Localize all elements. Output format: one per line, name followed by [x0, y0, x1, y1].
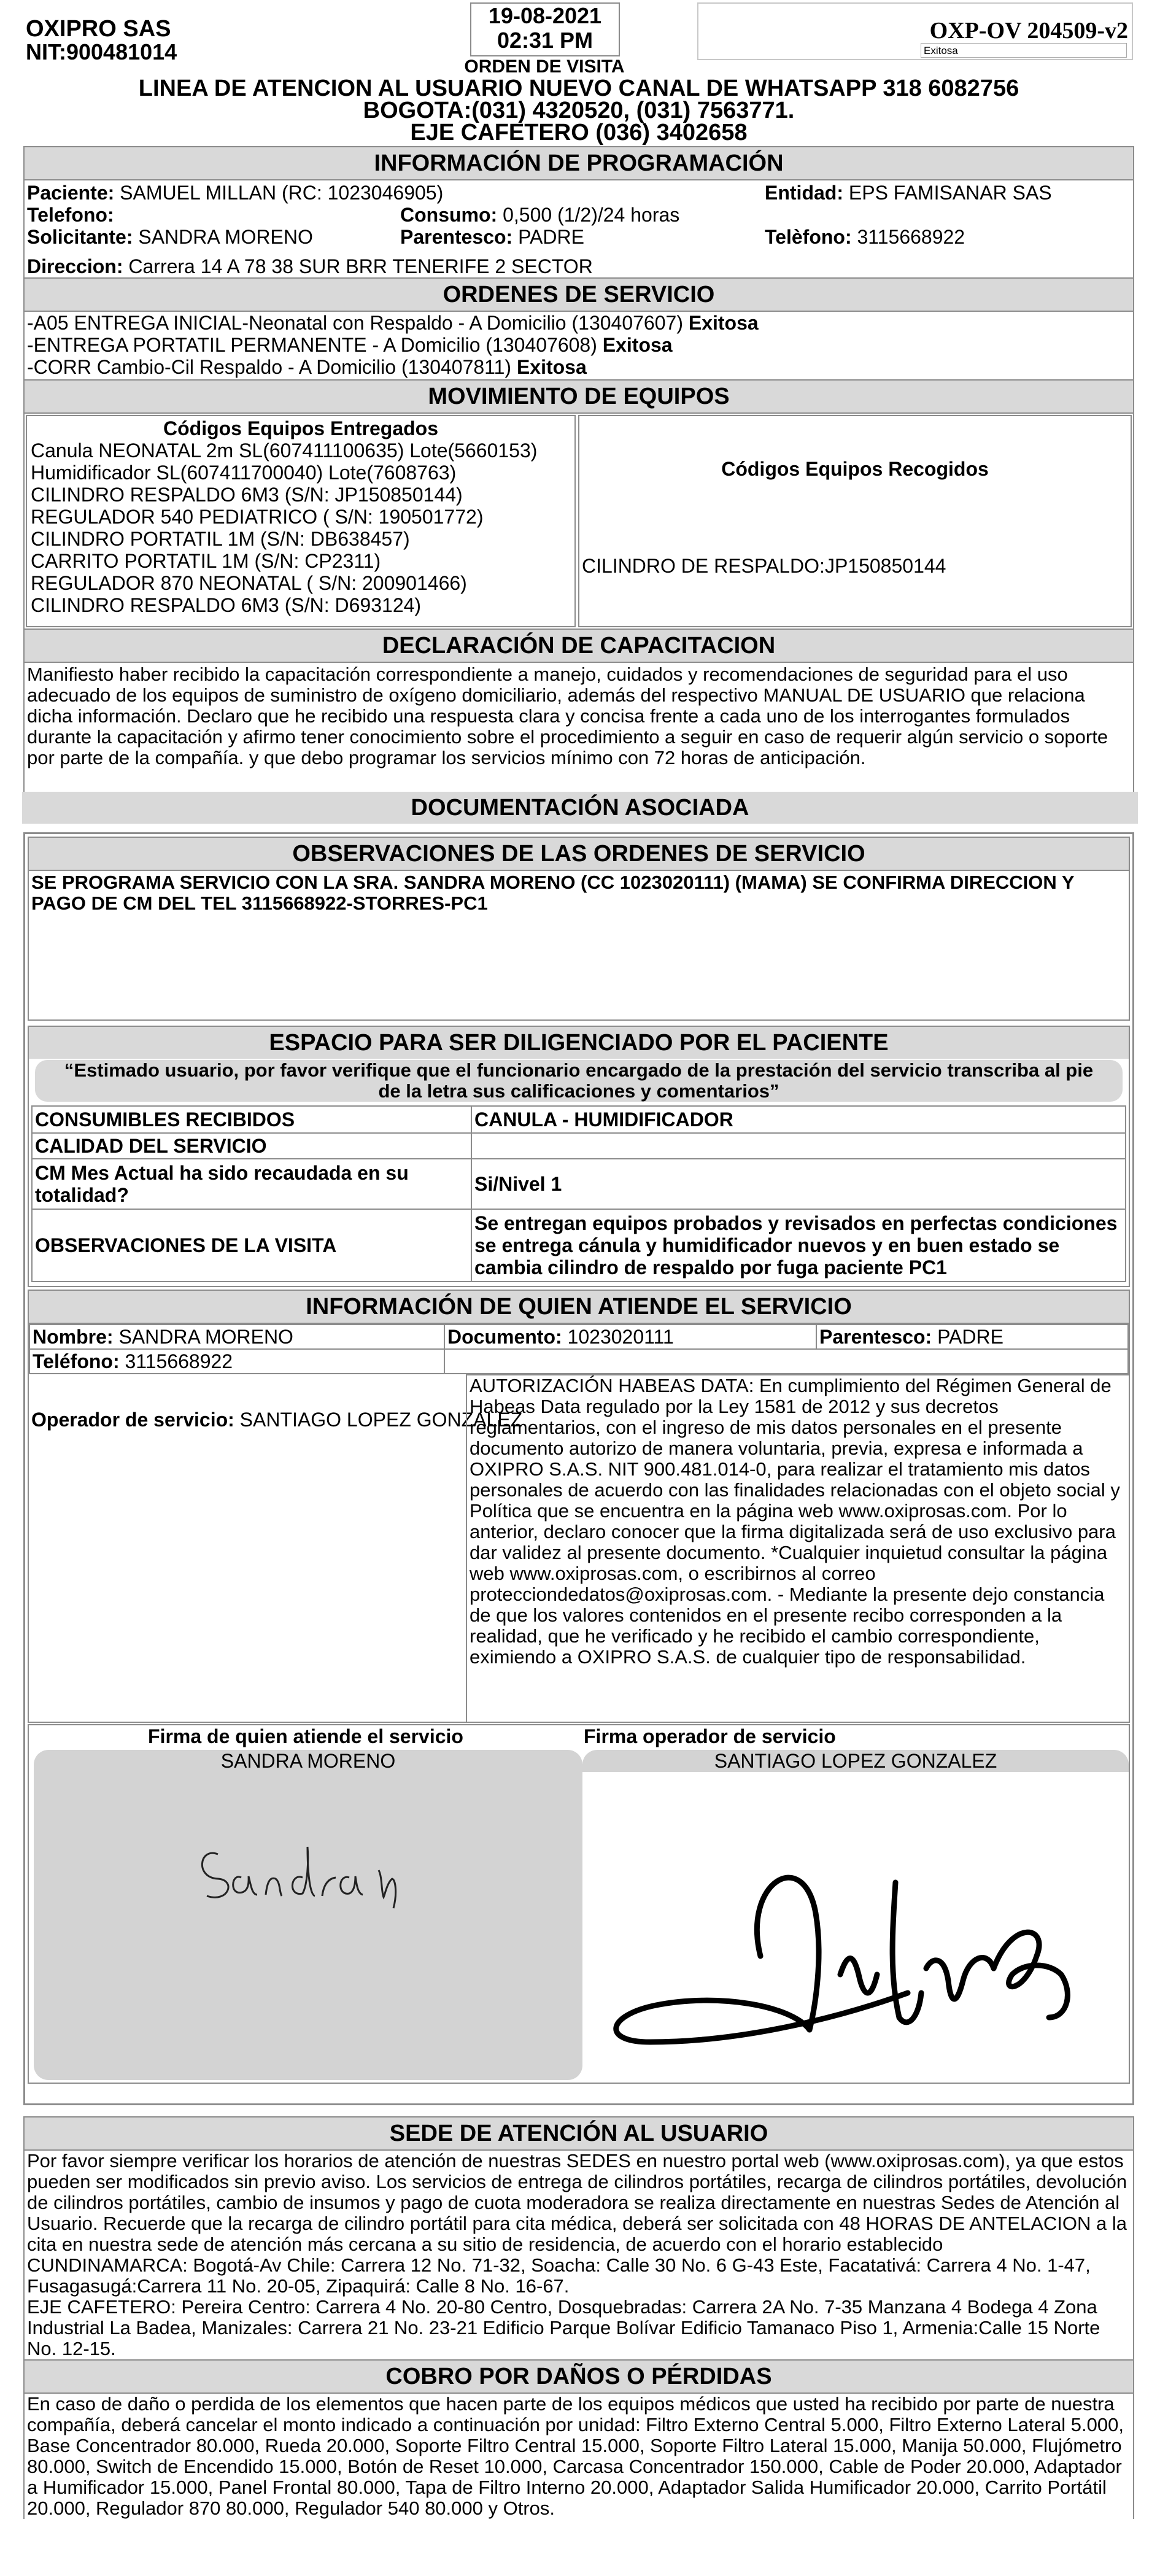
table-row [32, 1159, 1126, 1209]
section-title-ordenes: ORDENES DE SERVICIO [23, 277, 1134, 312]
document-header [23, 0, 1134, 104]
row-label: CALIDAD DEL SERVICIO [32, 1133, 471, 1159]
entity-line [765, 182, 1052, 204]
operator-value: SANTIAGO LOPEZ GONZALEZ [239, 1409, 523, 1431]
sede-text: Por favor siempre verificar los horarios de atención de nuestras SEDES en nuestro portal web (www.oxiprosas.com), ya que estos pueden ser modificados sin previo aviso. Los servicios de entrega de cilindros portátiles, recarga de cilindros portátiles, devolución de cilindros portátiles, cambio de insumos y pago de cuota moderadora se realiza directamente en nuestras Sedes de Atención al Usuario. Recuerde que la recarga de cilindro portátil para cita médica, deberá ser solicitada con 48 HORAS DE ANTELACION a la cita en nuestra sede de atención más cercana a su sitio de residencia, de acuerdo con el horario establecido [27, 2150, 1127, 2255]
document-value: 1023020111 [567, 1326, 674, 1348]
programacion-body [23, 180, 1134, 255]
delivered-list [31, 439, 571, 616]
operator-signature-name: SANTIAGO LOPEZ GONZALEZ [714, 1750, 997, 1772]
section-title-documentacion: DOCUMENTACIÓN ASOCIADA [22, 792, 1138, 824]
visit-order-document [23, 0, 1134, 2519]
name-label: Nombre: [33, 1326, 114, 1348]
operator-handwritten-signature [582, 1772, 1129, 2079]
signatures-area [28, 1724, 1130, 2084]
collected-title: Códigos Equipos Recogidos [721, 458, 989, 480]
section-title-cobro: COBRO POR DAÑOS O PÉRDIDAS [23, 2359, 1134, 2394]
delivered-item: REGULADOR 870 NEONATAL ( S/N: 200901466) [31, 572, 467, 594]
attendant-box [28, 1290, 1130, 1723]
phone2-value: 3115668922 [857, 226, 965, 248]
equipment-movement [23, 414, 1134, 629]
requester-line [27, 226, 313, 248]
relationship-cell [816, 1325, 1128, 1349]
sede-body [23, 2151, 1134, 2359]
collected-equipment-box [578, 415, 1132, 627]
banner-line-1: LINEA DE ATENCION AL USUARIO NUEVO CANAL DE WHATSAPP 318 6082756 [138, 75, 1019, 101]
document-label: Documento: [447, 1326, 562, 1348]
company-name: OXIPRO SAS [26, 16, 171, 42]
orders-list [23, 312, 1134, 379]
order-status: Exitosa [516, 356, 587, 378]
row-value: Si/Nivel 1 [471, 1159, 1126, 1209]
requester-value: SANDRA MORENO [138, 226, 313, 248]
delivered-item: CARRITO PORTATIL 1M (S/N: CP2311) [31, 550, 381, 572]
operator-signature-panel [582, 1750, 1129, 2080]
phone2-label: Telèfono: [765, 226, 852, 248]
attendant-signature-panel [34, 1750, 582, 2080]
row-value: CANULA - HUMIDIFICADOR [471, 1106, 1126, 1133]
order-text: -CORR Cambio-Cil Respaldo - A Domicilio (130407811) [27, 356, 512, 378]
delivered-item: CILINDRO RESPALDO 6M3 (S/N: JP150850144) [31, 484, 463, 506]
consumption-label: Consumo: [400, 204, 498, 226]
table-row [32, 1106, 1126, 1133]
table-row [32, 1209, 1126, 1282]
relationship-line [400, 226, 584, 248]
relationship-value: PADRE [937, 1326, 1003, 1348]
status-field: Exitosa [921, 43, 1127, 58]
visit-date: 19-08-2021 [488, 3, 602, 28]
code-box [697, 2, 1133, 60]
document-cell [444, 1325, 816, 1349]
section-title-capacitacion: DECLARACIÓN DE CAPACITACION [23, 629, 1134, 663]
section-title-movimiento: MOVIMIENTO DE EQUIPOS [23, 379, 1134, 414]
banner-line-3: EJE CAFETERO (036) 3402658 [410, 120, 748, 145]
order-status: Exitosa [688, 312, 759, 334]
operator-cell [29, 1374, 523, 1722]
phone-line [27, 204, 114, 226]
phone-label: Teléfono: [33, 1350, 120, 1372]
section-title-paciente: ESPACIO PARA SER DILIGENCIADO POR EL PACIENTE [29, 1027, 1129, 1059]
patient-feedback-table [31, 1105, 1126, 1282]
requester-label: Solicitante: [27, 226, 133, 248]
phone2-line [765, 226, 965, 248]
patient-value: SAMUEL MILLAN (RC: 1023046905) [120, 182, 444, 204]
attendant-table [29, 1324, 1129, 1374]
visit-time: 02:31 PM [497, 28, 594, 53]
date-time-box [470, 2, 620, 56]
form-title: ORDEN DE VISITA [464, 56, 625, 77]
row-label: CONSUMIBLES RECIBIDOS [32, 1106, 471, 1133]
table-row [32, 1133, 1126, 1159]
operator-habeas-row [29, 1374, 1129, 1722]
operator-signature-title: Firma operador de servicio [584, 1725, 836, 1747]
relationship-value: PADRE [518, 226, 584, 248]
phone-value: 3115668922 [125, 1350, 233, 1372]
attendant-signature-name: SANDRA MORENO [220, 1750, 396, 1772]
banner-line-2: BOGOTA:(031) 4320520, (031) 7563771. [363, 98, 795, 123]
entity-label: Entidad: [765, 182, 843, 204]
order-item [27, 312, 1133, 334]
order-text: -A05 ENTREGA INICIAL-Neonatal con Respaldo - A Domicilio (130407607) [27, 312, 683, 334]
order-text: -ENTREGA PORTATIL PERMANENTE - A Domicilio (130407608) [27, 334, 597, 356]
observations-box [28, 837, 1130, 1021]
habeas-data-text: AUTORIZACIÓN HABEAS DATA: En cumplimiento del Régimen General de Habeas Data regulado por la Ley 1581 de 2012 y sus decretos reglamentarios, con el ingreso de mis datos personales en el presente documento autorizo de manera voluntaria, previa, expresa e informada a OXIPRO S.A.S. NIT 900.481.014-0, para realizar el tratamiento mis datos personales de acuerdo con las finalidades relacionadas con el objeto social y Política que se encuentra en la página web www.oxiprosas.com. Por lo anterior, declaro conocer que la firma digitalizada será de uso exclusivo para dar validez al presente documento. *Cualquier inquietud consultar la página web www.oxiprosas.com, o escribirnos al correo protecciondedatos@oxiprosas.com. - Mediante la presente dejo constancia de que los valores contenidos en el presente recibo corresponden a la realidad, que he verificado y he recibido el cambio correspondiente, eximiendo a OXIPRO S.A.S. de cualquier tipo de responsabilidad. [466, 1374, 1129, 1722]
patient-note: “Estimado usuario, por favor verifique que el funcionario encargado de la prestación del servicio transcriba al pie de la letra sus calificaciones y comentarios” [35, 1060, 1123, 1102]
row-value [471, 1133, 1126, 1159]
delivered-equipment-box [26, 415, 576, 627]
section-title-atiende: INFORMACIÓN DE QUIEN ATIENDE EL SERVICIO [29, 1291, 1129, 1324]
company-nit: NIT:900481014 [26, 39, 177, 64]
delivered-title: Códigos Equipos Entregados [163, 417, 438, 439]
attendant-handwritten-signature [34, 1774, 582, 2069]
patient-space-box [28, 1026, 1130, 1287]
operator-label: Operador de servicio: [31, 1409, 234, 1431]
attendant-signature-block [29, 1725, 582, 2083]
section-title-programacion: INFORMACIÓN DE PROGRAMACIÓN [23, 146, 1134, 180]
section-title-observaciones: OBSERVACIONES DE LAS ORDENES DE SERVICIO [29, 838, 1129, 871]
sede-eje-cafetero: EJE CAFETERO: Pereira Centro: Carrera 4 No. 20-80 Centro, Dosquebradas: Carrera 2A No. 7-35 Manzana 4 Bodega 4 Zona Industrial La Badea, Manizales: Carrera 21 No. 23-21 Edificio Parque Bolívar Edificio Tamanaco Piso 1, Armenia:Calle 15 Norte No. 12-15. [27, 2296, 1100, 2359]
row-value: Se entregan equipos probados y revisados en perfectas condiciones se entrega cánula y humidificador nuevos y en buen estado se cambia cilindro de respaldo por fuga paciente PC1 [471, 1209, 1126, 1282]
operator-signature-block [582, 1725, 1129, 2083]
phone-cell [29, 1349, 444, 1374]
table-row [29, 1349, 1128, 1374]
address-line [23, 255, 1134, 277]
order-item [27, 334, 1133, 356]
table-row [29, 1325, 1128, 1349]
consumption-value: 0,500 (1/2)/24 horas [503, 204, 680, 226]
patient-label: Paciente: [27, 182, 115, 204]
document-code: OXP-OV 204509-v2 [929, 18, 1128, 44]
relationship-label: Parentesco: [400, 226, 513, 248]
entity-value: EPS FAMISANAR SAS [848, 182, 1052, 204]
address-label: Direccion: [27, 255, 123, 277]
attendant-signature-title: Firma de quien atiende el servicio [148, 1725, 463, 1747]
order-status: Exitosa [602, 334, 673, 356]
consumption-line [400, 204, 679, 226]
name-value: SANDRA MORENO [118, 1326, 293, 1348]
row-label: CM Mes Actual ha sido recaudada en su totalidad? [32, 1159, 471, 1209]
delivered-item: Canula NEONATAL 2m SL(607411100635) Lote(5660153) [31, 439, 538, 462]
collected-item: CILINDRO DE RESPALDO:JP150850144 [582, 555, 946, 577]
delivered-item: Humidificador SL(607411700040) Lote(7608763) [31, 462, 457, 484]
order-item [27, 356, 1133, 378]
operator-signature-name-bar [582, 1750, 1129, 1772]
training-declaration: Manifiesto haber recibido la capacitación correspondiente a manejo, cuidados y recomendaciones de seguridad para el uso adecuado de los equipos de suministro de oxígeno domiciliario, además del respectivo MANUAL DE USUARIO que relaciona dicha información. Declaro que he recibido una respuesta clara y concisa frente a cada uno de los interrogantes formulados durante la capacitación y afirmo tener conocimiento sobre el procedimiento a seguir en caso de requerir algún servicio o soporte por parte de la compañía. y que debo programar los servicios mínimo con 72 horas de anticipación. [23, 663, 1134, 792]
patient-line [27, 182, 443, 204]
relationship-label: Parentesco: [819, 1326, 932, 1348]
delivered-item: CILINDRO PORTATIL 1M (S/N: DB638457) [31, 528, 410, 550]
associated-docs-container [23, 832, 1134, 2105]
delivered-item: CILINDRO RESPALDO 6M3 (S/N: D693124) [31, 594, 422, 616]
operator-line [31, 1409, 522, 1431]
empty-cell [444, 1349, 1128, 1374]
observations-text: SE PROGRAMA SERVICIO CON LA SRA. SANDRA MORENO (CC 1023020111) (MAMA) SE CONFIRMA DIRECCION Y PAGO DE CM DEL TEL 3115668922-STORRES-PC1 [31, 872, 1074, 914]
row-label: OBSERVACIONES DE LA VISITA [32, 1209, 471, 1282]
phone-label: Telefono: [27, 204, 114, 226]
address-value: Carrera 14 A 78 38 SUR BRR TENERIFE 2 SECTOR [128, 255, 593, 277]
delivered-item: REGULADOR 540 PEDIATRICO ( S/N: 190501772) [31, 506, 484, 528]
section-title-sede: SEDE DE ATENCIÓN AL USUARIO [23, 2116, 1134, 2151]
sede-cundinamarca: CUNDINAMARCA: Bogotá-Av Chile: Carrera 12 No. 71-32, Soacha: Calle 30 No. 6 G-43 Este, Facatativá: Carrera 4 No. 1-47, Fusagasugá:Carrera 11 No. 20-05, Zipaquirá: Calle 8 No. 16-67. [27, 2254, 1091, 2297]
name-cell [29, 1325, 444, 1349]
damage-charges-text: En caso de daño o perdida de los elementos que hacen parte de los equipos médicos que usted ha recibido por parte de nuestra compañía, deberá cancelar el monto indicado a continuación por unidad: Filtro Externo Central 5.000, Filtro Externo Lateral 5.000, Base Concentrador 80.000, Rueda 20.000, Soporte Filtro Central 15.000, Soporte Filtro Lateral 15.000, Manija 50.000, Flujómetro 80.000, Switch de Encendido 15.000, Botón de Reset 10.000, Carcasa Concentrador 150.000, Cable de Poder 20.000, Adaptador a Humificador 15.000, Panel Frontal 80.000, Tapa de Filtro Interno 20.000, Adaptador Salida Humificador 20.000, Carrito Portátil 20.000, Regulador 870 80.000, Regulador 540 80.000 y Otros. [23, 2394, 1134, 2519]
